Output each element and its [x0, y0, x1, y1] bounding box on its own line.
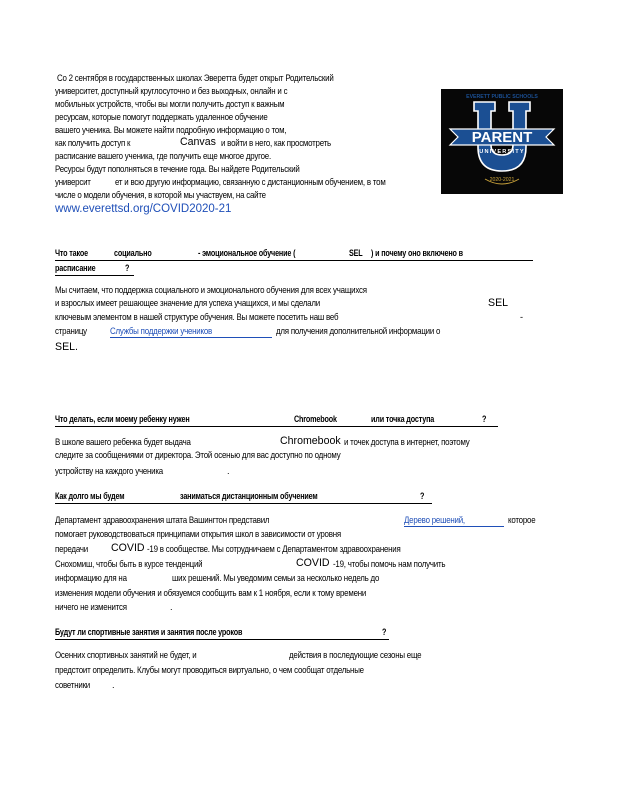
- intro-line-5: вашего ученика. Вы можете найти подробную информацию о том,: [55, 125, 287, 135]
- distance-line-4a: Снохомиш, чтобы быть в курсе тенденций: [55, 559, 203, 569]
- intro-line-6a: как получить доступ к: [55, 138, 131, 148]
- distance-line-3b: COVID: [111, 542, 145, 554]
- intro-line-6c: и войти в него, как просмотреть: [221, 138, 331, 148]
- decision-tree-link[interactable]: Дерево решений,: [404, 515, 465, 525]
- logo-top-text: EVERETT PUBLIC SCHOOLS: [466, 94, 538, 100]
- intro-line-9b: ет и всю другую информацию, связанную с дистанционным обучением, в том: [115, 177, 386, 187]
- intro-line-1: Со 2 сентября в государственных школах Эверетта будет открыт Родительский: [57, 73, 334, 83]
- sel-line-5: SEL.: [55, 341, 78, 353]
- parent-university-emblem: [441, 89, 563, 194]
- sel-question-e: ) и почему оно включено в: [371, 248, 463, 258]
- sports-line-1a: Осенних спортивных занятий не будет, и: [55, 650, 197, 660]
- canvas-word: Canvas: [180, 136, 216, 148]
- sel-line-3a: ключевым элементом в нашей структуре обучения. Вы можете посетить наш веб: [55, 312, 339, 322]
- distance-line-2: помогает руководствоваться принципами открытия школ в зависимости от уровня: [55, 529, 341, 539]
- sel-question-a: Что такое: [55, 248, 88, 258]
- sel-question-c: - эмоциональное обучение (: [198, 248, 296, 258]
- sel-line-2a: и взрослых имеет решающее значение для успеха учащихся, и мы сделали: [55, 298, 320, 308]
- intro-line-3: мобильных устройств, чтобы вы могли получить доступ к важным: [55, 99, 285, 109]
- intro-line-4: ресурсам, которые помогут поддержать удаленное обучение: [55, 112, 268, 122]
- sel-question-underline-2: [55, 275, 134, 276]
- sports-question-a: Будут ли спортивные занятия и занятия после уроков: [55, 627, 243, 637]
- distance-line-4c: -19, чтобы помочь нам получить: [333, 559, 446, 569]
- student-support-link-underline: [110, 337, 272, 338]
- student-support-link[interactable]: Службы поддержки учеников: [110, 326, 212, 336]
- intro-line-8: Ресурсы будут пополняться в течение года. Вы найдете Родительский: [55, 164, 300, 174]
- sports-line-1b: действия в последующие сезоны еще: [289, 650, 422, 660]
- sel-question-g: ?: [125, 263, 130, 273]
- distance-line-3a: передачи: [55, 544, 88, 554]
- distance-line-1c: которое: [508, 515, 536, 525]
- distance-line-3c: -19 в сообществе. Мы сотрудничаем с Департаментом здравоохранения: [147, 544, 401, 554]
- chromebook-question-d: ?: [482, 414, 487, 424]
- chromebook-question-a: Что делать, если моему ребенку нужен: [55, 414, 190, 424]
- distance-line-7: ничего не изменится: [55, 602, 127, 612]
- distance-line-1a: Департамент здравоохранения штата Вашингтон представил: [55, 515, 270, 525]
- chromebook-line-2: следите за сообщениями от директора. Этой осенью для вас доступно по одному: [55, 450, 341, 460]
- sel-question-underline-1: [55, 260, 533, 261]
- sports-question-b: ?: [382, 627, 387, 637]
- logo-year: 2020-2021: [489, 177, 515, 183]
- sports-line-3b: .: [112, 680, 115, 690]
- chromebook-line-1c: и точек доступа в интернет, поэтому: [344, 437, 470, 447]
- sel-line-3b: -: [520, 312, 523, 322]
- logo-banner: PARENT: [471, 129, 533, 146]
- sel-line-1: Мы считаем, что поддержка социального и эмоционального обучения для всех учащихся: [55, 285, 367, 295]
- sports-line-2: предстоит определить. Клубы могут проводиться виртуально, о чем сообщат отдельные: [55, 665, 364, 675]
- sel-line-4c: для получения дополнительной информации о: [276, 326, 441, 336]
- chromebook-question-underline: [55, 426, 498, 427]
- sel-line-2b: SEL: [488, 297, 509, 309]
- chromebook-line-3: устройству на каждого ученика: [55, 466, 163, 476]
- chromebook-line-3b: .: [227, 466, 230, 476]
- sel-question-f: расписание: [55, 263, 96, 273]
- sel-line-4a: страницу: [55, 326, 87, 336]
- distance-question-a: Как долго мы будем: [55, 491, 125, 501]
- covid-info-link[interactable]: www.everettsd.org/COVID2020-21: [55, 203, 232, 215]
- distance-line-6: изменения модели обучения и обязуемся сообщить вам к 1 ноября, если к тому времени: [55, 588, 367, 598]
- distance-question-c: ?: [420, 491, 425, 501]
- sel-question-d: SEL: [349, 248, 363, 258]
- sports-line-3: советники: [55, 680, 91, 690]
- distance-question-underline: [55, 503, 432, 504]
- distance-question-b: заниматься дистанционным обучением: [180, 491, 318, 501]
- intro-line-7: расписание вашего ученика, где получить еще многое другое.: [55, 151, 271, 161]
- distance-line-7b: .: [170, 602, 173, 612]
- intro-line-2: университет, доступный круглосуточно и без выходных, онлайн и с: [55, 86, 288, 96]
- chromebook-question-c: или точка доступа: [371, 414, 435, 424]
- logo-subtitle: UNIVERSITY: [479, 149, 525, 155]
- parent-university-logo: [441, 89, 563, 194]
- intro-line-10: числе о модели обучения, в которой мы участвуем, на сайте: [55, 190, 266, 200]
- chromebook-line-1a: В школе вашего ребенка будет выдача: [55, 437, 191, 447]
- distance-line-4b: COVID: [296, 557, 330, 569]
- intro-line-9a: университ: [55, 177, 91, 187]
- distance-line-5b: ших решений. Мы уведомим семьи за несколько недель до: [172, 573, 380, 583]
- distance-line-5a: информацию для на: [55, 573, 127, 583]
- sel-question-b: социально: [114, 248, 152, 258]
- sports-question-underline: [55, 639, 389, 640]
- decision-tree-link-underline: [404, 526, 504, 527]
- chromebook-line-1b: Chromebook: [280, 435, 341, 447]
- chromebook-question-b: Chromebook: [294, 414, 337, 424]
